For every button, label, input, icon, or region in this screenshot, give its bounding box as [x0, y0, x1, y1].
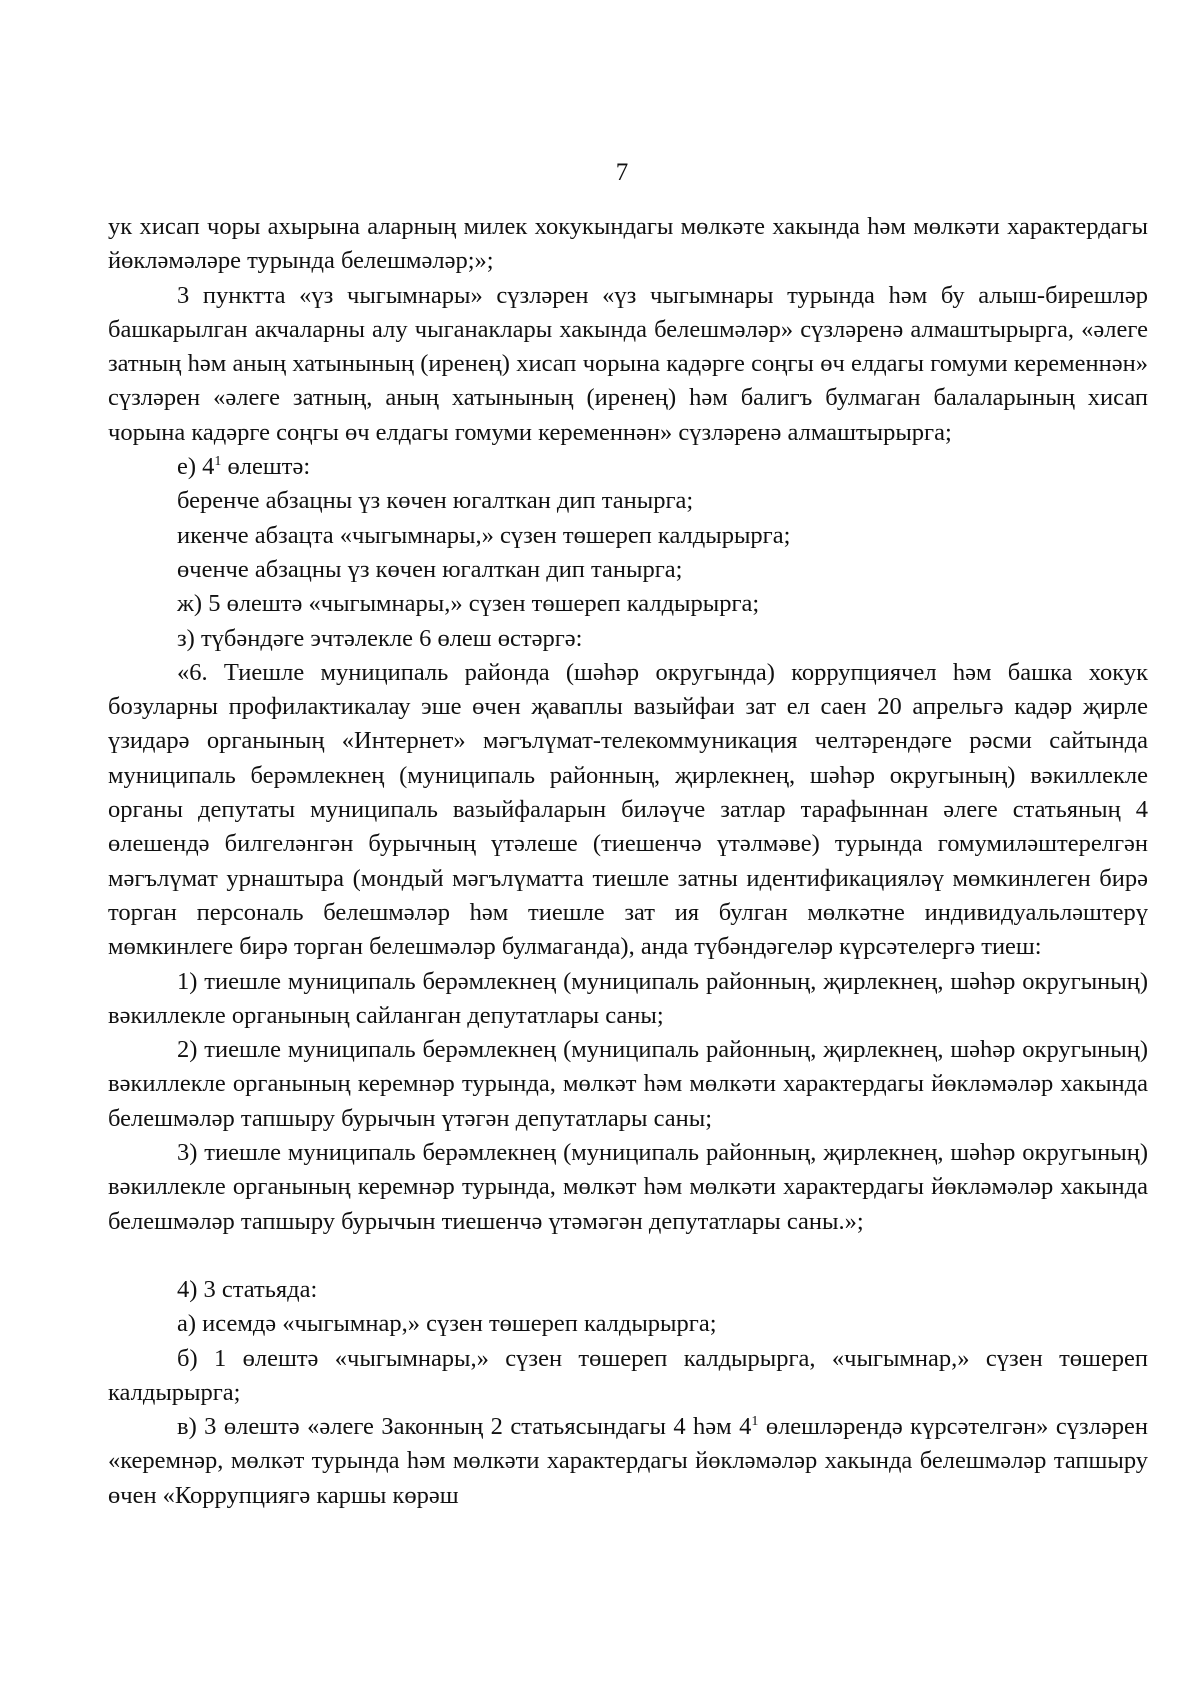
paragraph-first-abzac: беренче абзацны үз көчен югалткан дип танырга;: [177, 487, 694, 515]
paragraph-item-b: б) 1 өлештә «чыгымнары,» сүзен төшереп калдырырга, «чыгымнар,» сүзен төшереп калдырырга;: [108, 1344, 1148, 1406]
paragraph-list-item-1: 1) тиешле муниципаль берәмлекнең (муниципаль районның, җирлекнең, шәһәр округының) вәкиллекле органының сайланган депутатлары саны;: [108, 967, 1148, 1029]
paragraph-item-v: [108, 1410, 1148, 1513]
paragraph-continuation: ук хисап чоры ахырына аларның милек хокукындагы мөлкәте хакында һәм мөлкәти характердагы йөкләмәләре турында белешмәләр;»;: [108, 213, 1148, 275]
item-v-text-end: өлешләрендә күрсәтелгән» сүзләрен «керемнәр, мөлкәт турында һәм мөлкәти характердагы йөкләмәләр хакында белешмәләр тапшыру өчен «Коррупциягә каршы көрәш: [108, 1413, 1148, 1509]
paragraph-item-3: 3 пунктта «үз чыгымнары» сүзләрен «үз чыгымнары турында һәм бу алыш-бирешләр башкарылган акчаларны алу чыганаклары хакында белешмәләр» сүзләренә алмаштырырга, «әлеге затның һәм аның хатынының (иренең) хисап чорына кадәрге соңгы өч елдагы гомуми кеременнән» сүзләрен «әлеге затның, аның хатынының (иренең) һәм балигъ булмаган балаларының хисап чорына кадәрге соңгы өч елдагы гомуми кеременнән» сүзләренә алмаштырырга;: [108, 281, 1148, 446]
page-number: 7: [615, 159, 629, 186]
paragraph-part-6: «6. Тиешле муниципаль районда (шәһәр округында) коррупциячел һәм башка хокук бозуларны профилактикалау эше өчен җаваплы вазыйфаи зат ел саен 20 апрельгә кадәр җирле үзидарә органының «Интернет» мәгълүмат-телекоммуникация челтәрендәге рәсми сайтында муниципаль берәмлекнең (муниципаль районның, җирлекнең, шәһәр округының) вәкиллекле органы депутаты муниципаль вазыйфаларын биләүче затлар тарафыннан әлеге статьяның 4 өлешендә билгеләнгән бурычның үтәлеше (тиешенчә үтәлмәве) турында гомумиләштерелгән мәгълүмат урнаштыра (мондый мәгълүматта тиешле затны идентификацияләү мөмкинлеген бирә торган персональ белешмәләр һәм тиешле зат ия булган мөлкәтне индивидуальләштерү мөмкинлеге бирә торган белешмәләр булмаганда), анда түбәндәгеләр күрсәтелергә тиеш:: [108, 658, 1148, 961]
paragraph-item-z: з) түбәндәге эчтәлекле 6 өлеш өстәргә:: [177, 624, 583, 652]
paragraph-item-e: [108, 450, 1148, 484]
item-v-superscript: 1: [751, 1414, 759, 1430]
paragraph-list-item-2: 2) тиешле муниципаль берәмлекнең (муниципаль районның, җирлекнең, шәһәр округының) вәкиллекле органының керемнәр турында, мөлкәт һәм мөлкәти характердагы йөкләмәләр хакында белешмәләр тапшыру бурычын үтәгән депутатлары саны;: [108, 1036, 1148, 1132]
document-body: [108, 210, 1148, 1513]
paragraph-item-a: а) исемдә «чыгымнар,» сүзен төшереп калдырырга;: [177, 1310, 717, 1338]
paragraph-third-abzac: өченче абзацны үз көчен югалткан дип танырга;: [177, 555, 683, 583]
item-e-text: е) 4: [177, 453, 215, 481]
item-v-text: в) 3 өлештә «әлеге Законның 2 статьясындагы 4 һәм 4: [177, 1413, 752, 1441]
paragraph-second-abzac: икенче абзацта «чыгымнары,» сүзен төшереп калдырырга;: [177, 521, 791, 549]
item-e-superscript: 1: [214, 454, 222, 470]
item-e-text-end: өлештә:: [221, 453, 311, 481]
paragraph-article-3: 4) 3 статьяда:: [177, 1275, 318, 1303]
paragraph-item-zh: ж) 5 өлештә «чыгымнары,» сүзен төшереп калдырырга;: [177, 590, 760, 618]
paragraph-list-item-3: 3) тиешле муниципаль берәмлекнең (муниципаль районның, җирлекнең, шәһәр округының) вәкиллекле органының керемнәр турында, мөлкәт һәм мөлкәти характердагы йөкләмәләр хакында белешмәләр тапшыру бурычын тиешенчә үтәмәгән депутатлары саны.»;: [108, 1139, 1148, 1235]
